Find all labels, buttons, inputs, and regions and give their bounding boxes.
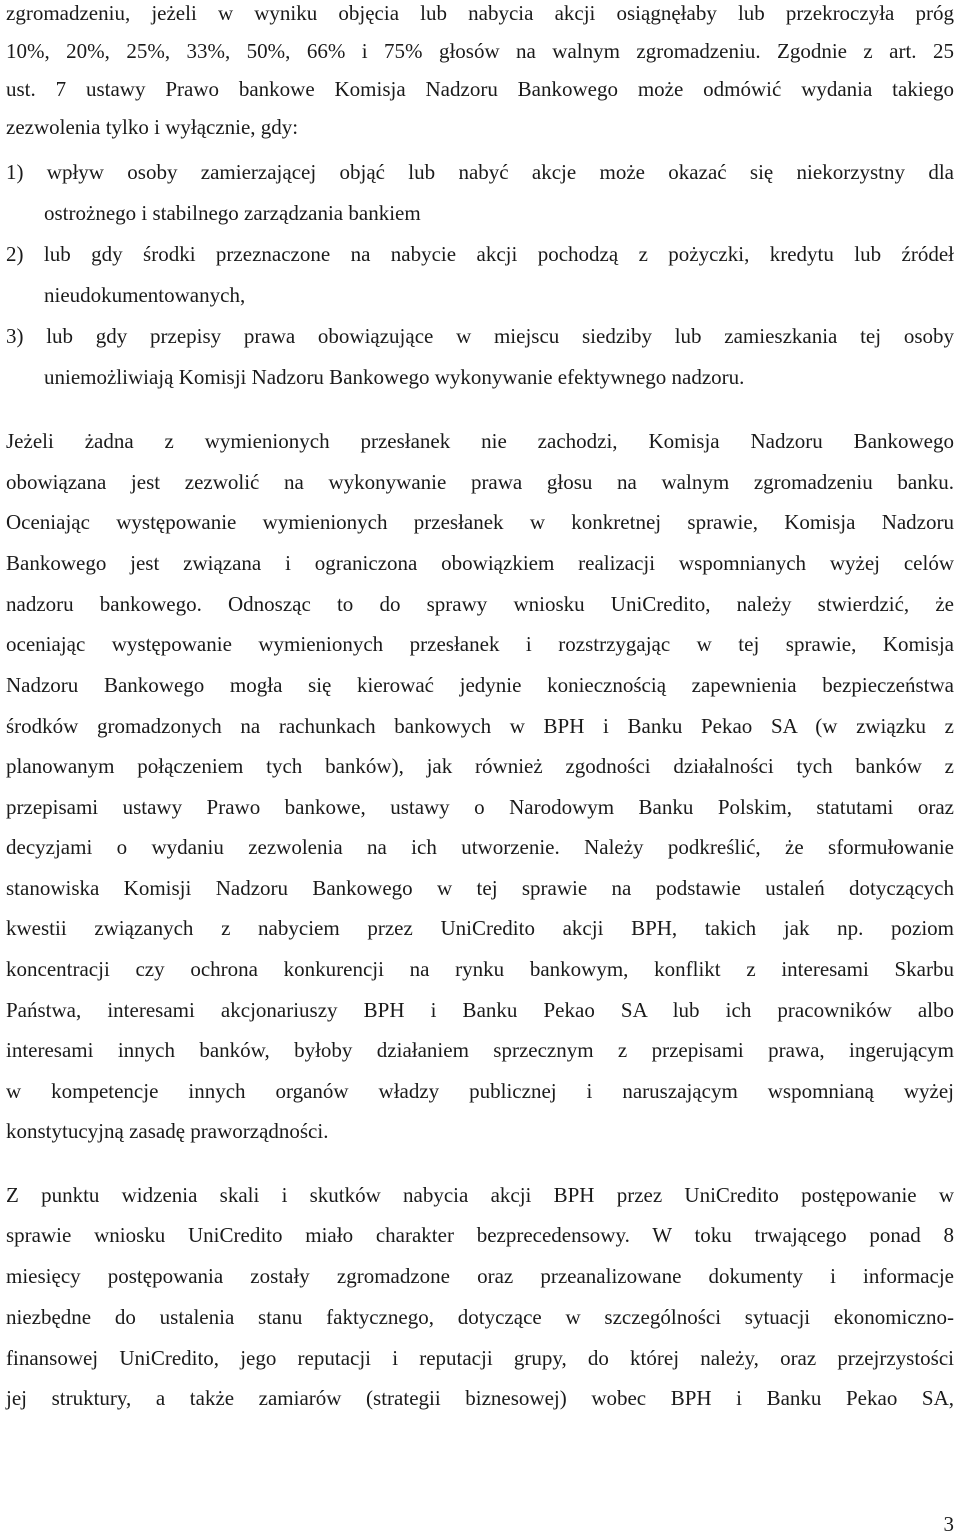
text-line: Bankowego jest związana i ograniczona obowiązkiem realizacji wspomnianych wyżej celów <box>6 551 954 575</box>
text-line: stanowiska Komisji Nadzoru Bankowego w tej sprawie na podstawie ustaleń dotyczących <box>6 876 954 900</box>
text-line: obowiązana jest zezwolić na wykonywanie prawa głosu na walnym zgromadzeniu banku. <box>6 470 954 494</box>
text-line: nadzoru bankowego. Odnosząc to do sprawy wniosku UniCredito, należy stwierdzić, że <box>6 592 954 616</box>
text-line: decyzjami o wydaniu zezwolenia na ich utworzenie. Należy podkreślić, że sformułowanie <box>6 835 954 859</box>
text-line: środków gromadzonych na rachunkach bankowych w BPH i Banku Pekao SA (w związku z <box>6 714 954 738</box>
text-line: Oceniając występowanie wymienionych przesłanek w konkretnej sprawie, Komisja Nadzoru <box>6 510 954 534</box>
list-item-2: 2) lub gdy środki przeznaczone na nabycie akcji pochodzą z pożyczki, kredytu lub źródeł <box>6 242 954 266</box>
text-line: miesięcy postępowania zostały zgromadzone oraz przeanalizowane dokumenty i informacje <box>6 1264 954 1288</box>
text-line: finansowej UniCredito, jego reputacji i reputacji grupy, do której należy, oraz przejrzystości <box>6 1346 954 1370</box>
text-line: jej struktury, a także zamiarów (strategii biznesowej) wobec BPH i Banku Pekao SA, <box>6 1386 954 1410</box>
text-line: zezwolenia tylko i wyłącznie, gdy: <box>6 115 299 139</box>
text-line: Nadzoru Bankowego mogła się kierować jedynie koniecznością zapewnienia bezpieczeństwa <box>6 673 954 697</box>
text-line: konstytucyjną zasadę praworządności. <box>6 1119 329 1143</box>
text-line: planowanym połączeniem tych banków), jak również zgodności działalności tych banków z <box>6 754 954 778</box>
list-item-3: 3) lub gdy przepisy prawa obowiązujące w miejscu siedziby lub zamieszkania tej osoby <box>6 324 954 348</box>
list-item-1: 1) wpływ osoby zamierzającej objąć lub nabyć akcje może okazać się niekorzystny dla <box>6 160 954 184</box>
text-line: przepisami ustawy Prawo bankowe, ustawy o Narodowym Banku Polskim, statutami oraz <box>6 795 954 819</box>
text-line: ust. 7 ustawy Prawo bankowe Komisja Nadzoru Bankowego może odmówić wydania takiego <box>6 77 954 101</box>
text-line: koncentracji czy ochrona konkurencji na rynku bankowym, konflikt z interesami Skarbu <box>6 957 954 981</box>
text-line: zgromadzeniu, jeżeli w wyniku objęcia lub nabycia akcji osiągnęłaby lub przekroczyła próg <box>6 1 954 25</box>
text-line: niezbędne do ustalenia stanu faktycznego, dotyczące w szczególności sytuacji ekonomiczno- <box>6 1305 954 1329</box>
text-line: oceniając występowanie wymienionych przesłanek i rozstrzygając w tej sprawie, Komisja <box>6 632 954 656</box>
list-item-1-continuation: ostrożnego i stabilnego zarządzania bankiem <box>44 201 421 225</box>
text-line: kwestii związanych z nabyciem przez UniCredito akcji BPH, takich jak np. poziom <box>6 916 954 940</box>
text-line: interesami innych banków, byłoby działaniem sprzecznym z przepisami prawa, ingerującym <box>6 1038 954 1062</box>
list-item-3-continuation: uniemożliwiają Komisji Nadzoru Bankowego wykonywanie efektywnego nadzoru. <box>44 365 745 389</box>
page-number: 3 <box>943 1512 954 1536</box>
text-line: Jeżeli żadna z wymienionych przesłanek nie zachodzi, Komisja Nadzoru Bankowego <box>6 429 954 453</box>
text-line: Z punktu widzenia skali i skutków nabycia akcji BPH przez UniCredito postępowanie w <box>6 1183 954 1207</box>
text-line: Państwa, interesami akcjonariuszy BPH i Banku Pekao SA lub ich pracowników albo <box>6 998 954 1022</box>
list-item-2-continuation: nieudokumentowanych, <box>44 283 246 307</box>
text-line: 10%, 20%, 25%, 33%, 50%, 66% i 75% głosów na walnym zgromadzeniu. Zgodnie z art. 25 <box>6 39 954 63</box>
text-line: sprawie wniosku UniCredito miało charakter bezprecedensowy. W toku trwającego ponad 8 <box>6 1223 954 1247</box>
text-line: w kompetencje innych organów władzy publicznej i naruszającym wspomnianą wyżej <box>6 1079 954 1103</box>
